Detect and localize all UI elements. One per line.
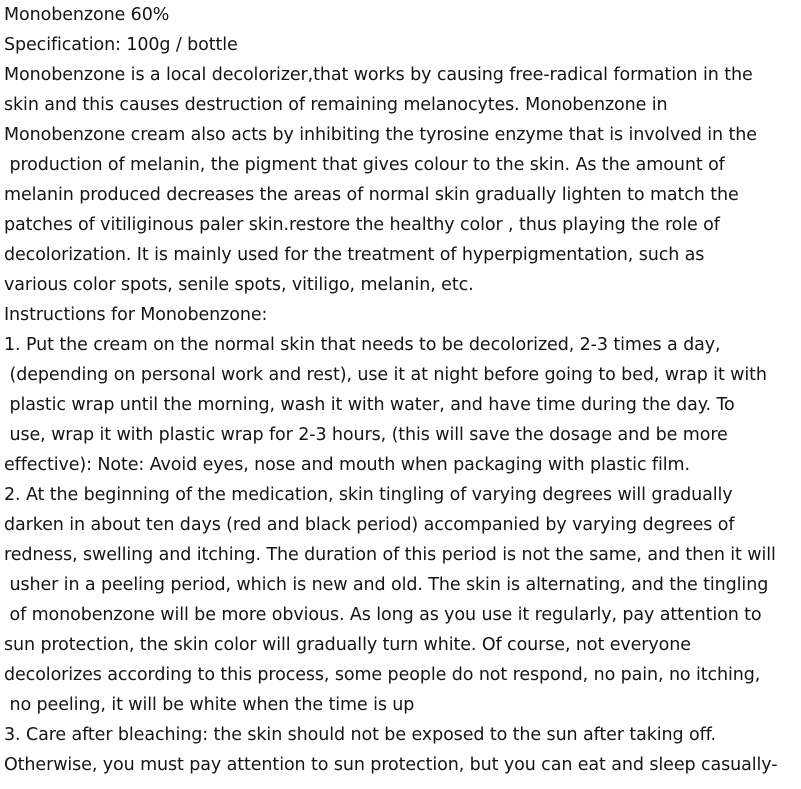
instruction-step-3-line: 3. Care after bleaching: the skin should not be exposed to the sun after taking off. xyxy=(4,725,716,745)
instruction-step-2-line: sun protection, the skin color will gradually turn white. Of course, not everyone xyxy=(4,635,691,655)
description-line: decolorization. It is mainly used for the treatment of hyperpigmentation, such as xyxy=(4,245,705,265)
instruction-step-2-line: darken in about ten days (red and black period) accompanied by varying degrees of xyxy=(4,515,735,535)
instruction-step-2-line: usher in a peeling period, which is new and old. The skin is alternating, and the tingling xyxy=(4,575,769,595)
product-description-document xyxy=(4,0,801,780)
product-title: Monobenzone 60% xyxy=(4,5,170,25)
instruction-step-2-line: 2. At the beginning of the medication, skin tingling of varying degrees will gradually xyxy=(4,485,733,505)
instruction-step-1-line: (depending on personal work and rest), use it at night before going to bed, wrap it with xyxy=(4,365,767,385)
description-line: skin and this causes destruction of remaining melanocytes. Monobenzone in xyxy=(4,95,668,115)
description-line: production of melanin, the pigment that gives colour to the skin. As the amount of xyxy=(4,155,725,175)
instruction-step-2-line: no peeling, it will be white when the time is up xyxy=(4,695,415,715)
instruction-step-2-line: of monobenzone will be more obvious. As long as you use it regularly, pay attention to xyxy=(4,605,762,625)
instruction-step-2-line: redness, swelling and itching. The duration of this period is not the same, and then it will xyxy=(4,545,776,565)
description-line: Monobenzone cream also acts by inhibiting the tyrosine enzyme that is involved in the xyxy=(4,125,757,145)
description-line: patches of vitiliginous paler skin.restore the healthy color , thus playing the role of xyxy=(4,215,720,235)
instruction-step-1-line: use, wrap it with plastic wrap for 2-3 hours, (this will save the dosage and be more xyxy=(4,425,728,445)
description-line: various color spots, senile spots, vitiligo, melanin, etc. xyxy=(4,275,474,295)
description-line: Monobenzone is a local decolorizer,that works by causing free-radical formation in the xyxy=(4,65,753,85)
description-line: melanin produced decreases the areas of normal skin gradually lighten to match the xyxy=(4,185,739,205)
instruction-step-1-line: plastic wrap until the morning, wash it with water, and have time during the day. To xyxy=(4,395,735,415)
instruction-step-3-line: Otherwise, you must pay attention to sun protection, but you can eat and sleep casually- xyxy=(4,755,778,775)
instruction-step-1-line: 1. Put the cream on the normal skin that needs to be decolorized, 2-3 times a day, xyxy=(4,335,721,355)
instructions-heading: Instructions for Monobenzone: xyxy=(4,305,268,325)
instruction-step-2-line: decolorizes according to this process, some people do not respond, no pain, no itching, xyxy=(4,665,761,685)
instruction-step-1-line: effective): Note: Avoid eyes, nose and mouth when packaging with plastic film. xyxy=(4,455,690,475)
specification-line: Specification: 100g / bottle xyxy=(4,35,238,55)
